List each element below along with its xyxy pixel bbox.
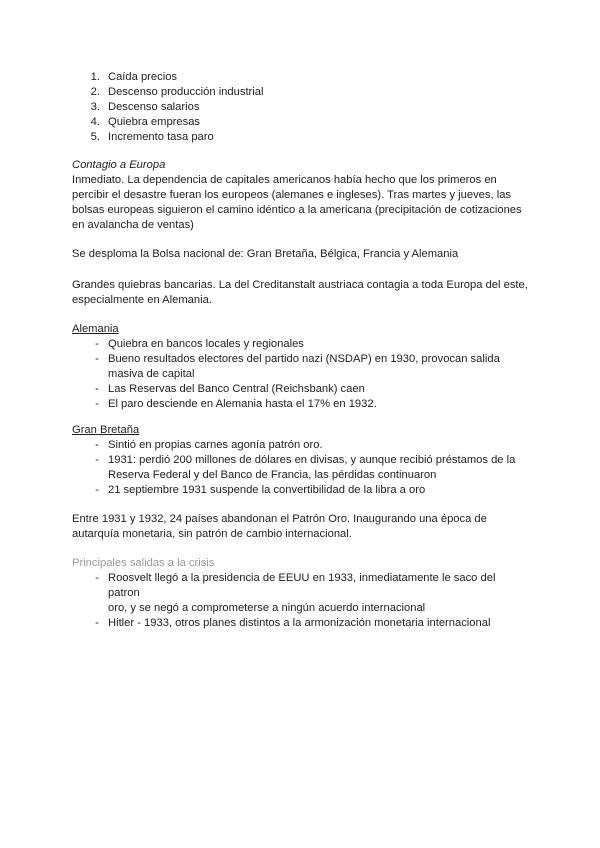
list-item (95, 337, 528, 352)
list-item (0, 115, 600, 130)
paragraph-line: Grandes quiebras bancarias. La del Creditanstalt austriaca contagia a toda Europa del este, (72, 279, 528, 291)
list-text: Quiebra empresas (108, 116, 201, 128)
list-item (0, 85, 600, 100)
item-line: oro, y se negó a comprometerse a ningún acuerdo internacional (108, 602, 426, 614)
paragraph-line: autarquía monetaria, sin patrón de cambio internacional. (72, 528, 352, 540)
list-item (95, 397, 528, 412)
list-item (0, 100, 600, 115)
item-line: Bueno resultados electores del partido nazi (NSDAP) en 1930, provocan salida (108, 353, 500, 365)
paragraph-line: en avalancha de ventas) (72, 219, 194, 231)
item-line: Quiebra en bancos locales y regionales (108, 338, 304, 350)
list-number: 3. (90, 101, 100, 113)
item-line: 21 septiembre 1931 suspende la convertibilidad de la libra a oro (108, 484, 426, 496)
list-item (0, 130, 600, 145)
list-item (95, 382, 528, 397)
list-text: Descenso producción industrial (108, 86, 264, 98)
bullet-dash: - (95, 484, 99, 496)
list-item (95, 438, 528, 453)
list-number: 2. (90, 86, 100, 98)
quiebras-paragraph (72, 278, 532, 308)
list-item (95, 352, 528, 382)
item-line: El paro desciende en Alemania hasta el 17% en 1932. (108, 398, 377, 410)
salidas-list (95, 571, 528, 631)
bullet-dash: - (95, 383, 99, 395)
list-item (95, 453, 528, 483)
item-line: Las Reservas del Banco Central (Reichsbank) caen (108, 383, 365, 395)
list-item (95, 616, 528, 631)
bullet-dash: - (95, 338, 99, 350)
gran-bretana-heading: Gran Bretaña (72, 424, 140, 436)
alemania-heading: Alemania (72, 323, 119, 335)
item-line: Sintió en propias carnes agonía patrón oro. (108, 439, 323, 451)
gran-bretana-list (95, 438, 528, 498)
bullet-dash: - (95, 572, 99, 584)
list-number: 5. (90, 131, 100, 143)
numbered-list (0, 70, 600, 145)
bullet-dash: - (95, 454, 99, 466)
paragraph-line: percibir el desastre fueran los europeos (alemanes e ingleses). Tras martes y jueves, las (72, 189, 512, 201)
bolsa-paragraph: Se desploma la Bolsa nacional de: Gran Bretaña, Bélgica, Francia y Alemania (72, 248, 459, 260)
list-item (95, 483, 528, 498)
list-text: Descenso salarios (108, 101, 200, 113)
contagio-heading: Contagio a Europa (72, 159, 166, 171)
paragraph-line: Inmediato. La dependencia de capitales americanos había hecho que los primeros en (72, 174, 497, 186)
bullet-dash: - (95, 439, 99, 451)
item-line: masiva de capital (108, 368, 195, 380)
alemania-list (95, 337, 528, 412)
patron-oro-paragraph (72, 512, 532, 542)
list-number: 1. (90, 71, 100, 83)
paragraph-line: especialmente en Alemania. (72, 294, 212, 306)
item-line: Hitler - 1933, otros planes distintos a la armonización monetaria internacional (108, 617, 491, 629)
bullet-dash: - (95, 398, 99, 410)
list-text: Incremento tasa paro (108, 131, 214, 143)
paragraph-line: bolsas europeas siguieron el camino idéntico a la americana (precipitación de cotizaciones (72, 204, 522, 216)
salidas-heading: Principales salidas a la crisis (72, 557, 215, 569)
list-item (0, 70, 600, 85)
bullet-dash: - (95, 617, 99, 629)
item-line: Roosvelt llegó a la presidencia de EEUU en 1933, inmediatamente le saco del patron (108, 572, 496, 599)
paragraph-line: Entre 1931 y 1932, 24 países abandonan el Patrón Oro. Inaugurando una época de (72, 513, 487, 525)
list-number: 4. (90, 116, 100, 128)
list-text: Caída precios (108, 71, 178, 83)
list-item (95, 571, 528, 616)
item-line: Reserva Federal y del Banco de Francia, las pérdidas continuaron (108, 469, 437, 481)
contagio-section (72, 158, 532, 233)
bullet-dash: - (95, 353, 99, 365)
item-line: 1931: perdió 200 millones de dólares en divisas, y aunque recibió préstamos de la (108, 454, 516, 466)
